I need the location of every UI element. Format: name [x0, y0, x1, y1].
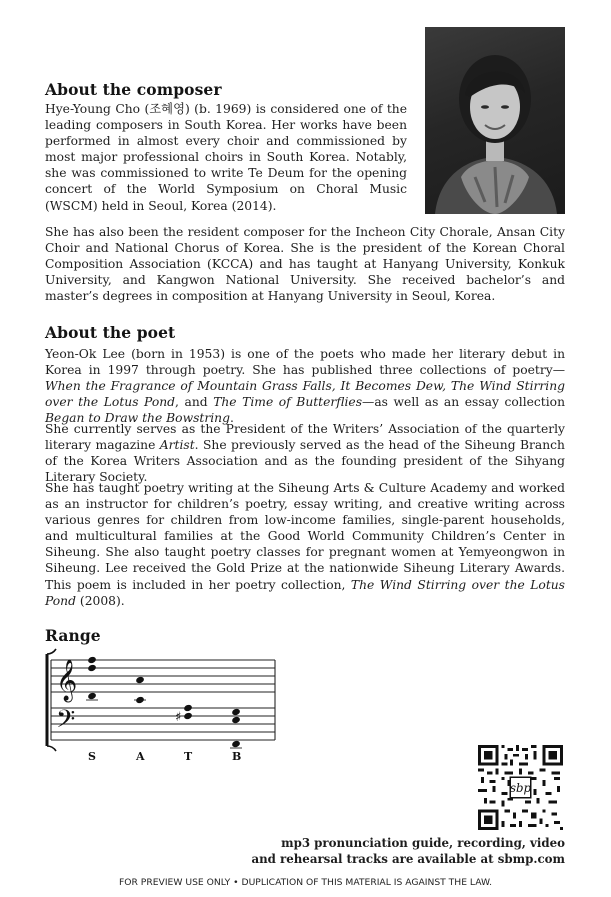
svg-text:sbp: sbp — [509, 780, 532, 795]
preview-footer: FOR PREVIEW USE ONLY • DUPLICATION OF THIS MATERIAL IS AGAINST THE LAW. — [118, 877, 492, 888]
notice-line-1: mp3 pronunciation guide, recording, video — [281, 836, 565, 850]
poet-bio-paragraph-2: She currently serves as the President of the Writers’ Association of the quarterly literary magazine Artist. She previously served as the head of the Siheung Branch of the Korea Writers Association and as the founding president of the Sihyang Literary Society. — [45, 422, 565, 485]
voice-label-soprano: S — [88, 750, 96, 763]
voice-label-bass: B — [232, 750, 242, 763]
range-heading: Range — [45, 626, 101, 645]
composer-bio-paragraph-1: Hye-Young Cho (조혜영) (b. 1969) is considered one of the leading composers in South Korea. Her works have been performed in almost every choir and commissioned by most major professional choirs in South Korea. Notably, she was commissioned to write Te Deum for the opening concert of the World Symposium on Choral Music (WSCM) held in Seoul, Korea (2014). — [45, 102, 407, 213]
poet-bio-paragraph-1: Yeon-Ok Lee (born in 1953) is one of the poets who made her literary debut in Korea in 1997 through poetry. She has published three collections of poetry—When the Fragrance of Mountain Grass Falls, It Becomes Dew, The Wind Stirring over the Lotus Pond, and The Time of Butterflies—as well as an essay collection Began to Draw the Bowstring. — [45, 347, 565, 426]
composer-heading: About the composer — [45, 80, 222, 99]
composer-bio-paragraph-2: She has also been the resident composer for the Incheon City Chorale, Ansan City Choir and National Chorus of Korea. She is the president of the Korean Choral Composition Association (KCCA) and has taught at Hanyang University, Konkuk University, and Kangwon National University. She received bachelor’s and master’s degrees in composition at Hanyang University in Seoul, Korea. — [45, 225, 565, 304]
bass-clef-icon: 𝄢 — [56, 705, 76, 740]
vocal-range-staff — [44, 648, 284, 766]
sharp-icon: ♯ — [175, 710, 182, 725]
audio-resources-notice — [251, 835, 565, 867]
qr-code[interactable] — [478, 745, 563, 830]
poet-bio-paragraph-3: She has taught poetry writing at the Siheung Arts & Culture Academy and worked as an instructor for children’s poetry, essay writing, and creative writing across various genres for children from low-income families, single-parent households, and multicultural families at the Good World Community Children’s Center in Siheung. She also taught poetry classes for pregnant women at Yemyeongwon in Siheung. Lee received the Gold Prize at the nationwide Siheung Literary Awards. This poem is included in her poetry collection, The Wind Stirring over the Lotus Pond (2008). — [45, 481, 565, 608]
voice-label-alto: A — [136, 750, 145, 763]
composer-photo — [425, 27, 565, 214]
notice-line-2: and rehearsal tracks are available at sbmp.com — [251, 852, 565, 866]
voice-label-tenor: T — [184, 750, 193, 763]
poet-heading: About the poet — [45, 323, 176, 342]
treble-clef-icon: 𝄞 — [56, 660, 78, 701]
